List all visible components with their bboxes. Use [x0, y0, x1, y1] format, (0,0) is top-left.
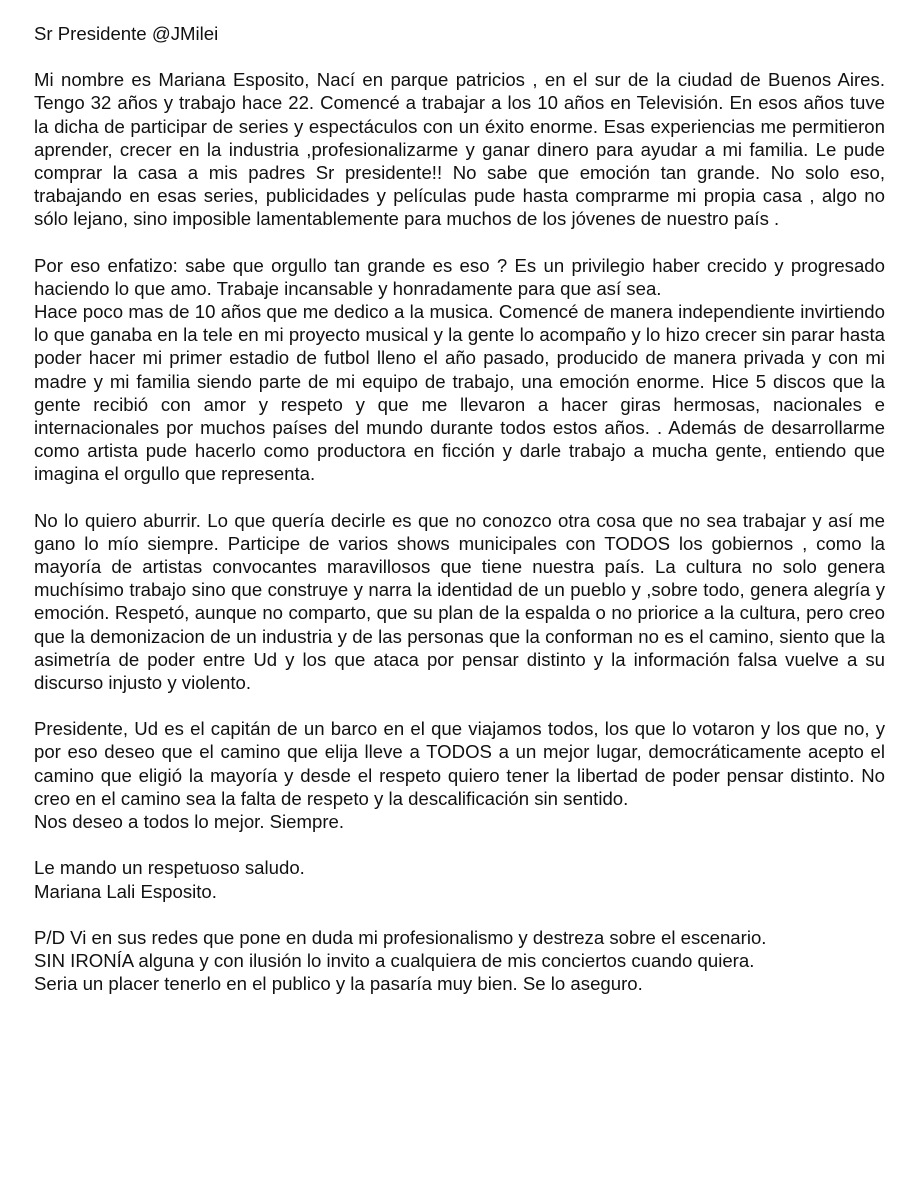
- paragraph-gap: [34, 231, 885, 254]
- signature: Mariana Lali Esposito.: [34, 880, 217, 902]
- postscript-line: SIN IRONÍA alguna y con ilusión lo invito a cualquiera de mis conciertos cuando quiera.: [34, 949, 755, 971]
- paragraph-music: Hace poco mas de 10 años que me dedico a la musica. Comencé de manera independiente invirtiendo lo que ganaba en la tele en mi proyecto musical y la gente lo acompaño y lo hizo crecer sin parar hasta poder hacer mi primer estadio de futbol lleno el año pasado, producido de manera privada y con mi madre y mi familia siendo parte de mi equipo de trabajo, una emoción enorme. Hice 5 discos que la gente recibió con amor y respeto y que me llevaron a hacer giras hermosas, nacionales e internacionales por muchos países del mundo durante todos estos años. . Además de desarrollarme como artista pude hacerlo como productora en ficción y darle trabajo a mucha gente, entiendo que imagina el orgullo que representa.: [34, 301, 885, 485]
- paragraph-culture: No lo quiero aburrir. Lo que quería decirle es que no conozco otra cosa que no sea trabajar y así me gano lo mío siempre. Participe de varios shows municipales con TODOS los gobiernos , como la mayoría de artistas convocantes maravillosos que tiene nuestra país. La cultura no solo genera muchísimo trabajo sino que construye y narra la identidad de un pueblo y ,sobre todo, genera alegría y emoción. Respetó, aunque no comparto, que su plan de la espalda o no priorice a la cultura, pero creo que la demonizacion de un industria y de las personas que la conforman no es el camino, siento que la asimetría de poder entre Ud y los que ataca por pensar distinto y la información falsa vuelve a su discurso injusto y violento.: [34, 509, 885, 694]
- paragraph-gap: [34, 903, 885, 926]
- paragraph-wish: Nos deseo a todos lo mejor. Siempre.: [34, 811, 345, 833]
- paragraph-president: Presidente, Ud es el capitán de un barco en el que viajamos todos, los que lo votaron y los que no, y por eso deseo que el camino que elija lleve a TODOS a un mejor lugar, democráticamente acepto el camino que eligió la mayoría y desde el respeto quiero tener la libertad de poder pensar distinto. No creo en el camino sea la falta de respeto y la descalificación sin sentido.: [34, 718, 885, 809]
- postscript-line: Seria un placer tenerlo en el publico y la pasaría muy bien. Se lo aseguro.: [34, 973, 643, 995]
- paragraph-intro: Mi nombre es Mariana Esposito, Nací en parque patricios , en el sur de la ciudad de Buenos Aires. Tengo 32 años y trabajo hace 22. Comencé a trabajar a los 10 años en Televisión. En esos años tuve la dicha de participar de series y espectáculos con un éxito enorme. Esas experiencias me permitieron aprender, crecer en la industria ,profesionalizarme y ganar dinero para ayudar a mi familia. Le pude comprar la casa a mis padres Sr presidente!! No sabe que emoción tan grande. No solo eso, trabajando en esas series, publicidades y películas pude hasta comprarme mi propia casa , algo no sólo lejano, sino imposible lamentablemente para muchos de los jóvenes de nuestro país .: [34, 69, 885, 230]
- paragraph-gap: [34, 486, 885, 509]
- paragraph-pride: Por eso enfatizo: sabe que orgullo tan grande es eso ? Es un privilegio haber crecido y progresado haciendo lo que amo. Trabaje incansable y honradamente para que así sea.: [34, 254, 885, 299]
- paragraph-gap: [34, 833, 885, 856]
- letter-greeting: Sr Presidente @JMilei: [34, 23, 219, 44]
- postscript-line: P/D Vi en sus redes que pone en duda mi profesionalismo y destreza sobre el escenario.: [34, 926, 767, 948]
- closing-line: Le mando un respetuoso saludo.: [34, 857, 305, 879]
- postscript: [34, 926, 885, 996]
- paragraph-gap: [34, 694, 885, 717]
